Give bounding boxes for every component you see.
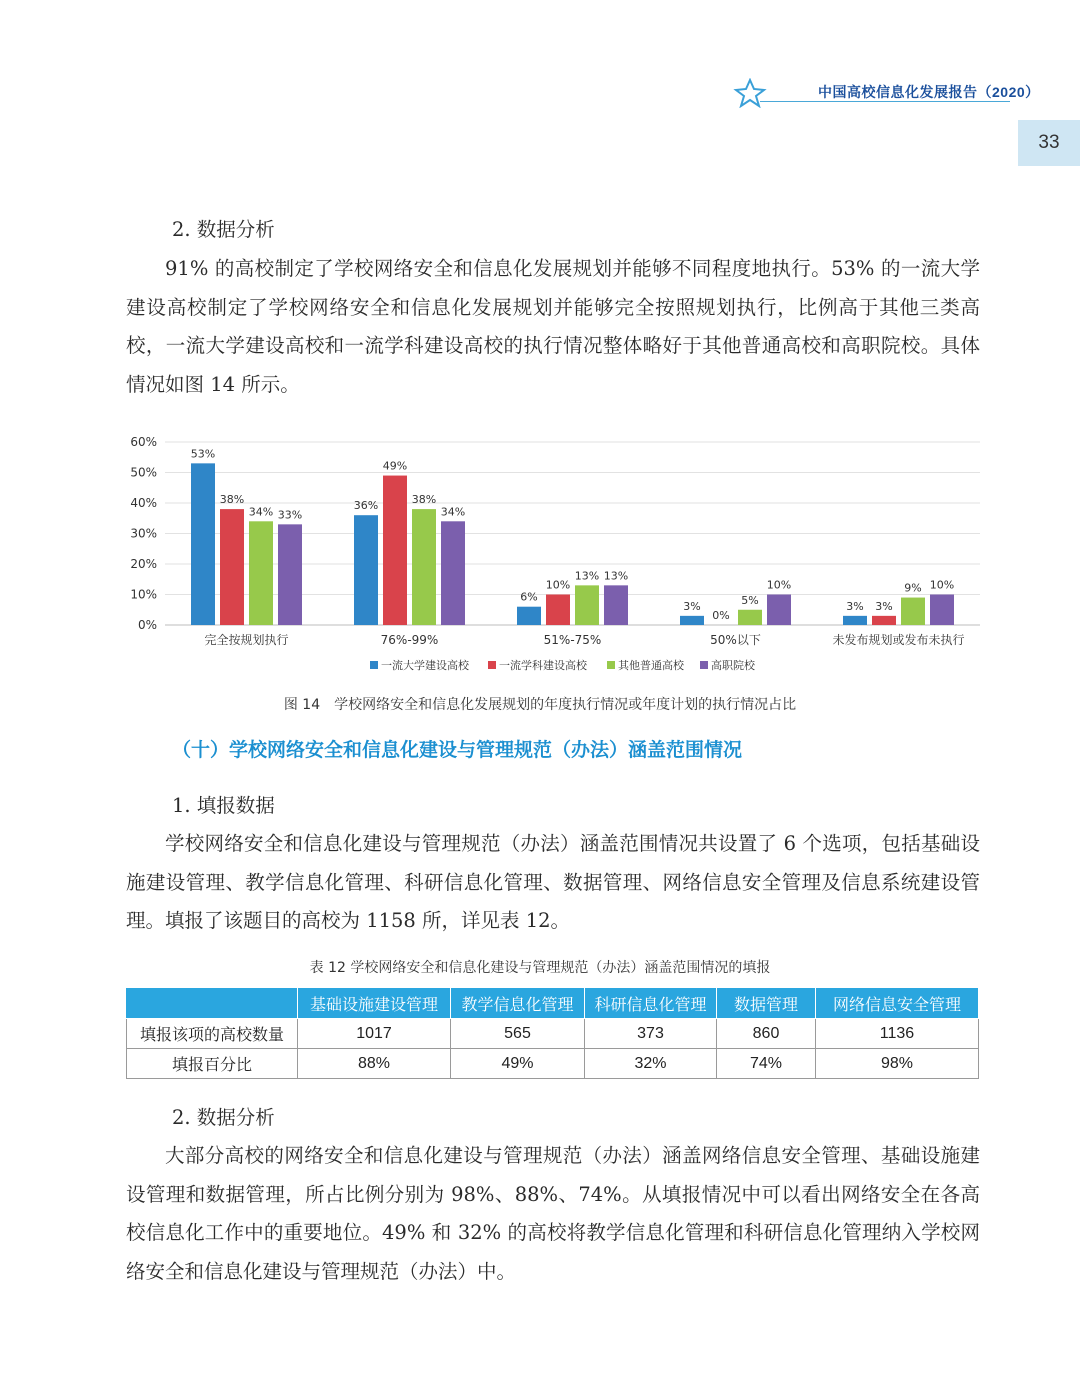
data-label: 34% (248, 505, 274, 519)
table-cell: 填报该项的高校数量 (127, 1019, 298, 1049)
paragraph-fill-data: 学校网络安全和信息化建设与管理规范（办法）涵盖范围情况共设置了 6 个选项，包括基础设施建设管理、教学信息化管理、科研信息化管理、数据管理、网络信息安全管理及信息系统建设管理。填报了该题目的高校为 1158 所，详见表 12。 (126, 832, 980, 932)
x-tick-label: 50%以下 (710, 633, 761, 647)
legend-swatch (488, 661, 496, 669)
table-cell: 88% (298, 1049, 451, 1079)
bar (412, 509, 436, 625)
data-label: 0% (712, 609, 730, 622)
bar (843, 616, 867, 625)
bar (738, 610, 762, 625)
table-header-cell: 基础设施建设管理 (298, 988, 451, 1019)
data-label: 6% (520, 590, 538, 604)
bar (575, 585, 599, 625)
report-title: 中国高校信息化发展报告（2020） (818, 84, 1040, 100)
data-label: 10% (545, 578, 571, 592)
table-cell: 1017 (298, 1019, 451, 1049)
paragraph-analysis-2: 大部分高校的网络安全和信息化建设与管理规范（办法）涵盖网络信息安全管理、基础设施建设管理和数据管理，所占比例分别为 98%、88%、74%。从填报情况中可以看出网络安全在各高校信息化工作中的重要地位。49% 和 32% 的高校将教学信息化管理和科研信息化管理纳入学校网络安全和信息化建设与管理规范（办法）中。 (126, 1144, 980, 1283)
section-title: （十）学校网络安全和信息化建设与管理规范（办法）涵盖范围情况 (172, 739, 743, 761)
data-label: 36% (353, 499, 379, 513)
bar (354, 515, 378, 625)
subheading-analysis-2: 2. 数据分析 (172, 1106, 275, 1129)
legend-label: 高职院校 (711, 659, 755, 672)
table-cell: 860 (717, 1019, 816, 1049)
table-header-cell: 数据管理 (717, 988, 816, 1019)
table-cell: 98% (816, 1049, 979, 1079)
data-label: 13% (603, 569, 629, 583)
data-label: 38% (411, 493, 437, 507)
table-caption: 表 12 学校网络安全和信息化建设与管理规范（办法）涵盖范围情况的填报 (309, 960, 771, 976)
legend-label: 一流学科建设高校 (499, 659, 587, 672)
data-label: 3% (683, 599, 701, 613)
bar (604, 585, 628, 625)
y-tick-label: 20% (130, 557, 157, 571)
x-tick-label: 完全按规划执行 (204, 633, 289, 647)
data-label: 3% (846, 599, 864, 613)
data-label: 38% (219, 493, 245, 507)
table-row (127, 1019, 979, 1049)
bar (249, 521, 273, 625)
table-cell: 填报百分比 (127, 1049, 298, 1079)
table-cell: 1136 (816, 1019, 979, 1049)
bar (901, 598, 925, 625)
data-label: 13% (574, 569, 600, 583)
legend-swatch (370, 661, 378, 669)
y-tick-label: 0% (137, 618, 157, 632)
legend-label: 其他普通高校 (618, 659, 684, 672)
bar (441, 521, 465, 625)
table-header-cell: 科研信息化管理 (585, 988, 717, 1019)
x-tick-label: 未发布规划或发布未执行 (832, 633, 965, 647)
legend-swatch (700, 661, 708, 669)
star-icon (730, 78, 770, 108)
y-tick-label: 10% (130, 587, 157, 602)
table-cell: 49% (451, 1049, 585, 1079)
x-tick-label: 51%-75% (543, 633, 602, 647)
page-number: 33 (1018, 120, 1080, 166)
y-tick-label: 60% (130, 435, 157, 449)
bar (546, 595, 570, 626)
subheading-fill-data: 1. 填报数据 (172, 794, 275, 817)
data-label: 10% (766, 578, 792, 592)
data-label: 9% (904, 581, 922, 595)
bar-chart (120, 428, 990, 688)
data-label: 34% (440, 505, 466, 519)
data-label: 10% (929, 578, 955, 592)
y-tick-label: 30% (130, 526, 157, 541)
subheading-analysis-1: 2. 数据分析 (172, 218, 275, 241)
bar (383, 476, 407, 625)
table-cell: 32% (585, 1049, 717, 1079)
data-table (126, 987, 979, 1079)
table-header-cell (127, 988, 298, 1019)
bar (517, 607, 541, 625)
table-header-cell: 教学信息化管理 (451, 988, 585, 1019)
y-tick-label: 50% (130, 465, 157, 480)
table-cell: 74% (717, 1049, 816, 1079)
table-cell: 373 (585, 1019, 717, 1049)
data-label: 3% (875, 599, 893, 613)
bar (872, 616, 896, 625)
bar (767, 595, 791, 626)
figure-caption: 图 14 学校网络安全和信息化发展规划的年度执行情况或年度计划的执行情况占比 (283, 697, 797, 713)
data-label: 33% (277, 508, 303, 522)
table-row (127, 1049, 979, 1079)
legend-label: 一流大学建设高校 (381, 659, 469, 672)
x-tick-label: 76%-99% (380, 633, 439, 647)
bar (680, 616, 704, 625)
running-header (730, 78, 1040, 108)
legend-swatch (607, 661, 615, 669)
data-label: 53% (190, 447, 216, 461)
bar (930, 595, 954, 626)
data-label: 49% (382, 459, 408, 473)
table-cell: 565 (451, 1019, 585, 1049)
table-header-cell: 网络信息安全管理 (816, 988, 979, 1019)
table-header-row (127, 988, 979, 1019)
bar (191, 463, 215, 625)
bar (220, 509, 244, 625)
paragraph-analysis-1: 91% 的高校制定了学校网络安全和信息化发展规划并能够不同程度地执行。53% 的一流大学建设高校制定了学校网络安全和信息化发展规划并能够完全按照规划执行，比例高于其他三类高校，一流大学建设高校和一流学科建设高校的执行情况整体略好于其他普通高校和高职院校。具体情况如图 14 所示。 (126, 257, 980, 396)
data-label: 5% (741, 593, 759, 607)
bar (278, 524, 302, 625)
y-tick-label: 40% (130, 496, 157, 510)
